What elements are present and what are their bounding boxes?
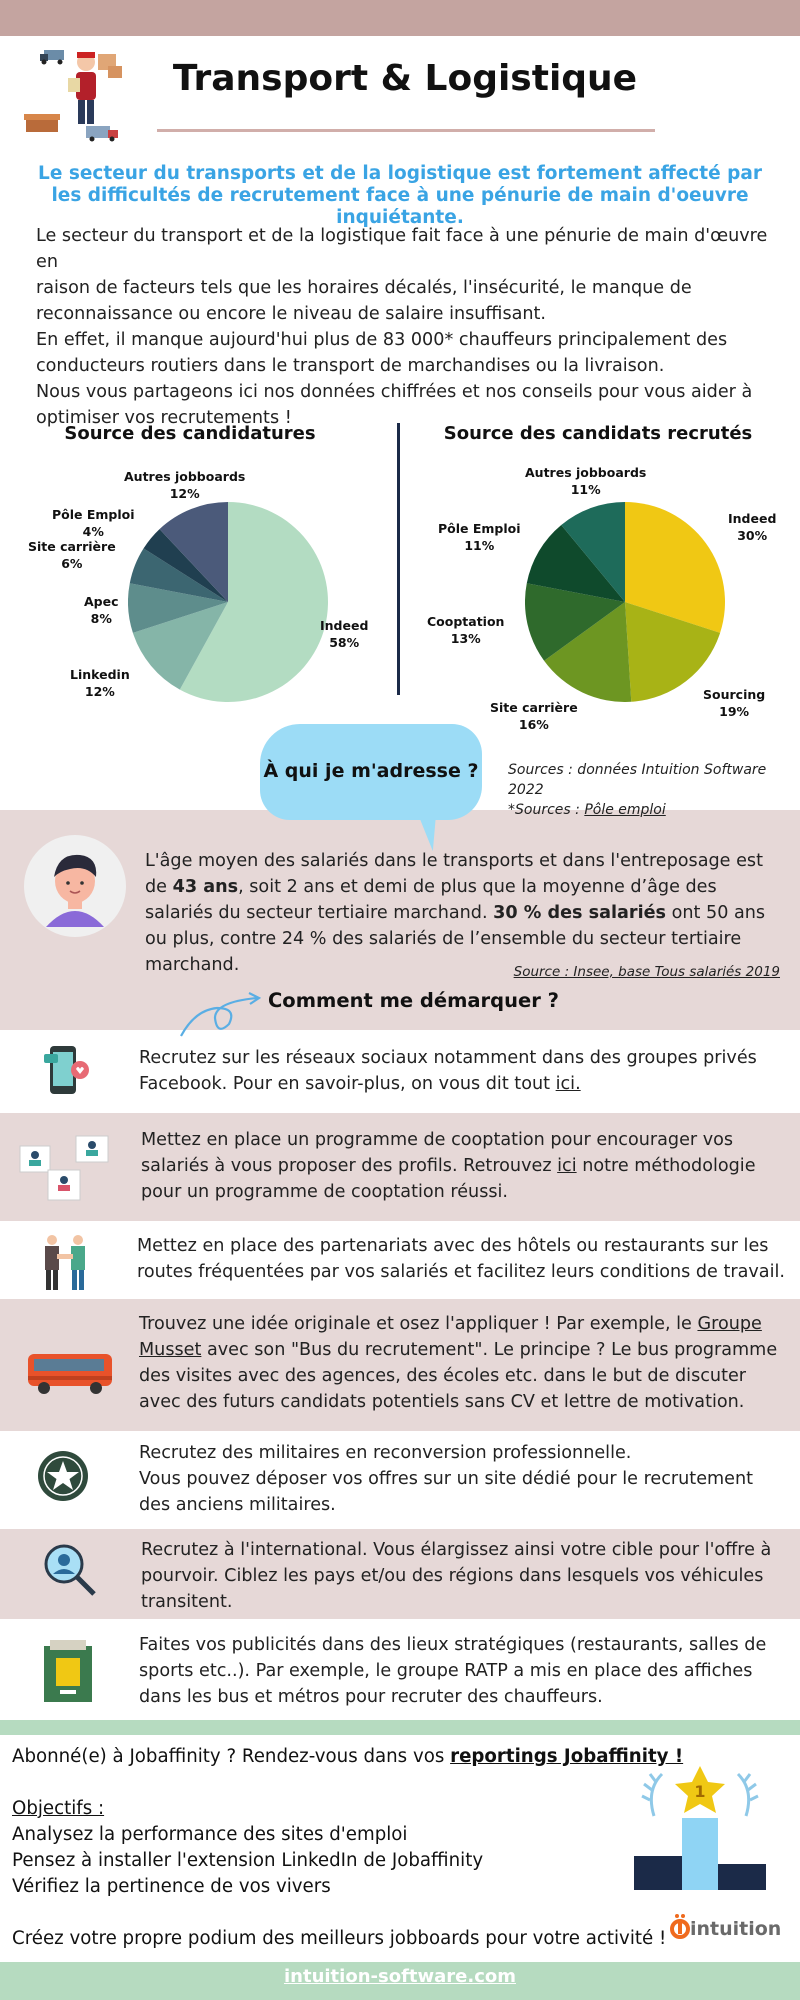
pie-label-name: Pôle Emploi	[52, 507, 135, 522]
intuition-logo-icon	[668, 1912, 692, 1942]
tip-text: avec son "Bus du recrutement". Le principe ? Le bus programme des visites avec des agences, des écoles etc. dans le but de discuter avec des futurs candidats potentiels sans CV et lettre de motivation.	[139, 1340, 778, 1412]
pie-chart-candidatures	[128, 502, 328, 702]
pie-label-name: Autres jobboards	[525, 465, 647, 480]
bubble-text: À qui je m'adresse ?	[263, 760, 479, 782]
pie-label-value: 8%	[90, 611, 112, 626]
pie-label-value: 6%	[61, 556, 83, 571]
poster-icon	[40, 1640, 96, 1706]
section-title-demarquer: Comment me démarquer ?	[268, 989, 559, 1012]
chart-title-recrutes: Source des candidats recrutés	[443, 423, 753, 444]
military-star-icon	[36, 1449, 90, 1503]
pie-label-name: Sourcing	[703, 687, 766, 702]
pie-label-name: Apec	[84, 594, 119, 609]
tip-social-networks	[139, 1045, 779, 1097]
pie-label-name: Site carrière	[28, 539, 116, 554]
bus-icon	[24, 1346, 116, 1396]
cooptation-link[interactable]: ici	[557, 1156, 577, 1176]
intro-paragraph	[36, 223, 776, 431]
pie-label-value: 30%	[737, 528, 768, 543]
person-avatar-icon	[24, 835, 126, 937]
groupe-musset-link[interactable]: Groupe Musset	[139, 1314, 762, 1360]
pole-emploi-link[interactable]: Pôle emploi	[584, 802, 666, 818]
pie-label-value: 11%	[464, 538, 495, 553]
intro-line: raison de facteurs tels que les horaires décalés, l'insécurité, le manque de	[36, 278, 692, 298]
pie-label	[52, 506, 135, 540]
tip-text: Mettez en place un programme de cooptation pour encourager vos salariés à vous proposer des profils. Retrouvez	[141, 1130, 734, 1176]
tip-international: Recrutez à l'international. Vous élargissez ainsi votre cible pour l'offre à pourvoir. Ciblez les pays et/ou des régions dans lesquels vos véhicules transitent.	[141, 1540, 772, 1612]
reportings-link[interactable]: reportings Jobaffinity !	[450, 1746, 684, 1767]
chart-divider	[397, 423, 400, 695]
pie-label	[703, 686, 765, 720]
sources-line: Sources : données Intuition Software 2022	[508, 762, 767, 798]
pie-label	[728, 510, 776, 544]
tip-text: notre méthodologie pour un programme de cooptation réussi.	[141, 1156, 756, 1202]
pie-label	[438, 520, 521, 554]
tip-advertising: Faites vos publicités dans des lieux stratégiques (restaurants, salles de sports etc..). Par exemple, le groupe RATP a mis en place des affiches dans les bus et métros pour recruter des chauffeurs.	[139, 1635, 767, 1707]
cta-text: Abonné(e) à Jobaffinity ? Rendez-vous dans vos	[12, 1746, 451, 1767]
intro-line: conducteurs routiers dans le transport de marchandises ou la livraison.	[36, 356, 665, 376]
title-underline	[157, 129, 655, 132]
intuition-logo-text: intuition	[690, 1918, 782, 1940]
tip-text: Recrutez sur les réseaux sociaux notamment dans des groupes privés Facebook. Pour en savoir-plus, on vous dit tout	[139, 1048, 757, 1094]
sources-prefix: *Sources :	[508, 802, 585, 818]
sources-note	[508, 760, 800, 820]
pie-label-value: 12%	[84, 684, 115, 699]
pie-chart-recrutes	[525, 502, 725, 702]
pie-label-value: 19%	[719, 704, 750, 719]
pie-label	[84, 593, 119, 627]
footer-divider	[0, 1720, 800, 1735]
pie-label	[490, 699, 578, 733]
pie-label-value: 4%	[82, 524, 104, 539]
page-title: Transport & Logistique	[172, 58, 638, 99]
logistics-illustration	[24, 44, 134, 144]
pie-label-name: Indeed	[320, 618, 369, 633]
objectives-heading: Objectifs :	[12, 1798, 105, 1819]
pie-label	[28, 538, 116, 572]
smartphone-social-icon	[40, 1042, 96, 1100]
pie-label-name: Pôle Emploi	[438, 521, 521, 536]
curly-arrow-icon	[175, 990, 270, 1040]
podium-rank: 1	[694, 1782, 706, 1801]
intro-line: En effet, il manque aujourd'hui plus de 83 000* chauffeurs principalement des	[36, 330, 728, 350]
pie-label-value: 12%	[169, 486, 200, 501]
tip-original-idea	[139, 1311, 779, 1415]
pie-label	[525, 464, 646, 498]
intro-subtitle: Le secteur du transports et de la logistique est fortement affecté par les difficultés de recrutement face à une pénurie de main d'oeuvre inquiétante.	[38, 163, 762, 228]
age-share: 30 % des salariés	[493, 903, 667, 923]
magnifier-person-icon	[40, 1540, 100, 1600]
pie-label-value: 58%	[329, 635, 360, 650]
podium-cta: Créez votre propre podium des meilleurs jobboards pour votre activité !	[12, 1928, 667, 1949]
pie-label-name: Autres jobboards	[124, 469, 246, 484]
pie-label	[124, 468, 245, 502]
intro-line: Le secteur du transport et de la logistique fait face à une pénurie de main d'œuvre en	[36, 226, 768, 272]
handshake-icon	[40, 1232, 90, 1292]
tip-military: Recrutez des militaires en reconversion professionnelle. Vous pouvez déposer vos offres sur un site dédié pour le recrutement des anciens militaires.	[139, 1443, 754, 1515]
pie-label-name: Indeed	[728, 511, 777, 526]
profiles-icon	[18, 1132, 116, 1206]
sources-line	[508, 800, 800, 820]
tip-partnerships: Mettez en place des partenariats avec des hôtels ou restaurants sur les routes fréquentées par vos salariés et facilitez leurs conditions de travail.	[137, 1236, 785, 1282]
pie-label-value: 13%	[450, 631, 481, 646]
podium-trophy-icon	[632, 1760, 768, 1894]
age-value: 43 ans	[172, 877, 239, 897]
pie-label	[70, 666, 130, 700]
pie-label-name: Linkedin	[70, 667, 130, 682]
chart-title-candidatures: Source des candidatures	[64, 423, 316, 444]
objective-item: Vérifiez la pertinence de vos vivers	[12, 1876, 331, 1897]
intro-line: reconnaissance ou encore le niveau de salaire insuffisant.	[36, 304, 547, 324]
age-text: ont 50 ans ou plus, contre 24 % des salariés de l’ensemble du secteur tertiaire marchand.	[145, 903, 766, 975]
tip-text: Trouvez une idée originale et osez l'appliquer ! Par exemple, le	[139, 1314, 698, 1334]
age-text: , soit 2 ans et demi de plus que la moyenne d’âge des salariés du secteur tertiaire marchand.	[145, 877, 717, 923]
objective-item: Analysez la performance des sites d'emploi	[12, 1824, 408, 1845]
objective-item: Pensez à installer l'extension LinkedIn de Jobaffinity	[12, 1850, 484, 1871]
pie-label-name: Site carrière	[490, 700, 578, 715]
pie-label	[427, 613, 504, 647]
website-link[interactable]: intuition-software.com	[283, 1966, 516, 1987]
pie-label-value: 11%	[570, 482, 601, 497]
age-paragraph	[145, 848, 785, 978]
intro-line: Nous vous partageons ici nos données chiffrées et nos conseils pour vous aider à	[36, 382, 753, 402]
intro-line: optimiser vos recrutements !	[36, 408, 292, 428]
top-banner	[0, 0, 800, 36]
tip-cooptation	[141, 1127, 771, 1205]
pie-label-value: 16%	[518, 717, 549, 732]
age-text: L'âge moyen des salariés dans le transports et dans l'entreposage est de	[145, 851, 763, 897]
pie-label-name: Cooptation	[427, 614, 505, 629]
insee-source-link[interactable]: Source : Insee, base Tous salariés 2019	[513, 964, 780, 980]
pie-label	[320, 617, 368, 651]
facebook-groups-link[interactable]: ici.	[555, 1074, 581, 1094]
